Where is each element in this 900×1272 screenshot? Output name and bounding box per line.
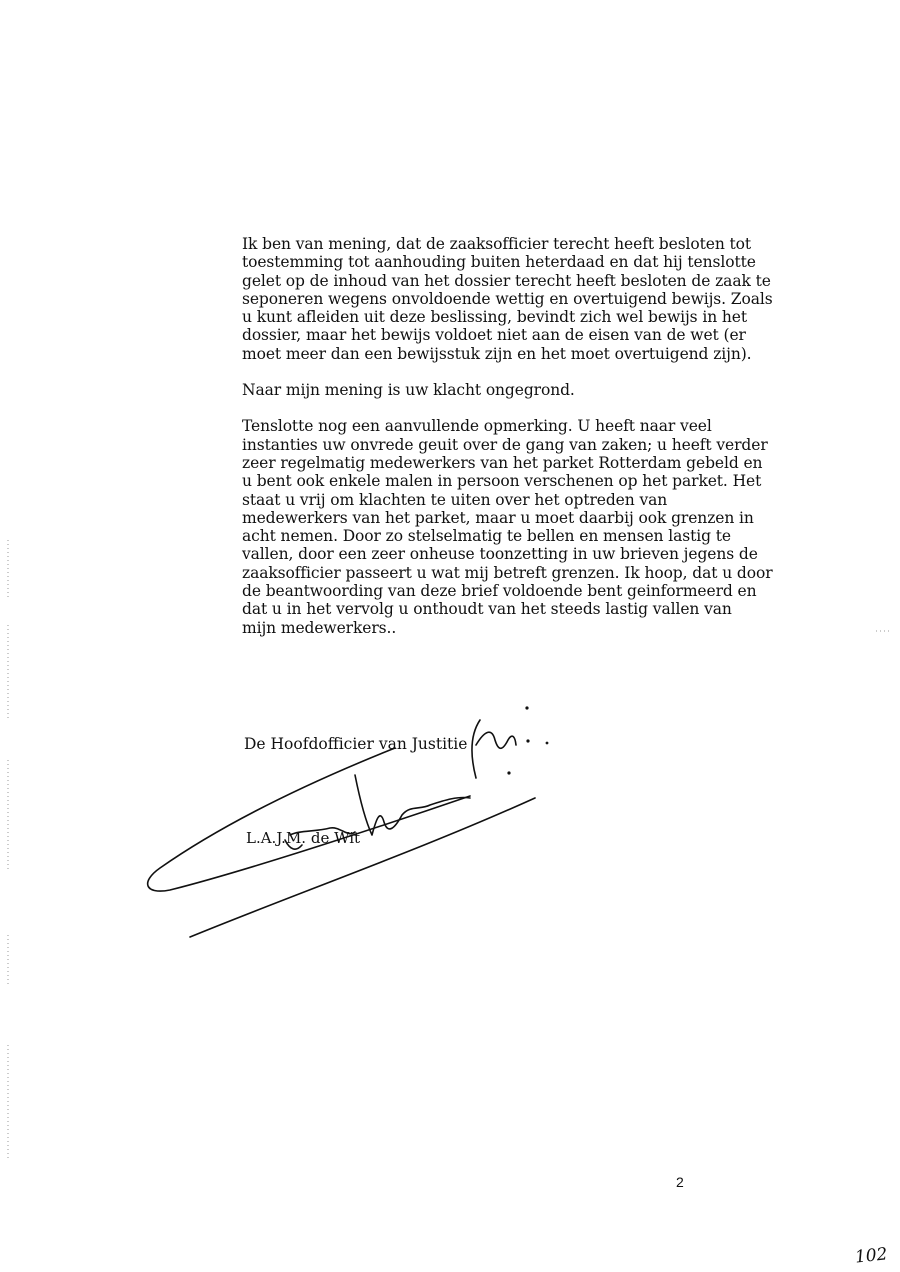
closing-title: De Hoofdofficier van Justitie xyxy=(244,735,468,753)
signatory-name: L.A.J.M. de Wit xyxy=(246,829,361,847)
paragraph-conclusion: Ik ben van mening, dat de zaaksofficier terecht heeft besloten tot toestemming tot aanhouding buiten heterdaad en dat hij tenslotte gelet op de inhoud van het dossier terecht heeft besloten de zaak te seponeren wegens onvoldoende wettig en overtuigend bewijs. Zoals u kunt afleiden uit deze beslissing, bevindt zich wel bewijs in het dossier, maar het bewijs voldoet niet aan de eisen van de wet (er moet meer dan een bewijsstuk zijn en het moet overtuigend zijn). xyxy=(242,235,773,363)
paragraph-remark: Tenslotte nog een aanvullende opmerking. U heeft naar veel instanties uw onvrede geuit over de gang van zaken; u heeft verder zeer regelmatig medewerkers van het parket Rotterdam gebeld en u bent ook enkele malen in persoon verschenen op het parket. Het staat u vrij om klachten te uiten over het optreden van medewerkers van het parket, maar u moet daarbij ook grenzen in acht nemen. Door zo stelselmatig te bellen en mensen lastig te vallen, door een zeer onheuse toonzetting in uw brieven jegens de zaaksofficier passeert u wat mij betreft grenzen. Ik hoop, dat u door de beantwoording van deze brief voldoende bent geinformeerd en dat u in het vervolg u onthoudt van het steeds lastig vallen van mijn medewerkers.. xyxy=(242,417,773,637)
paragraph-verdict: Naar mijn mening is uw klacht ongegrond. xyxy=(242,381,575,400)
page-number: 2 xyxy=(676,1174,684,1190)
folio-mark: 102 xyxy=(854,1244,889,1268)
letter-body xyxy=(242,235,782,655)
